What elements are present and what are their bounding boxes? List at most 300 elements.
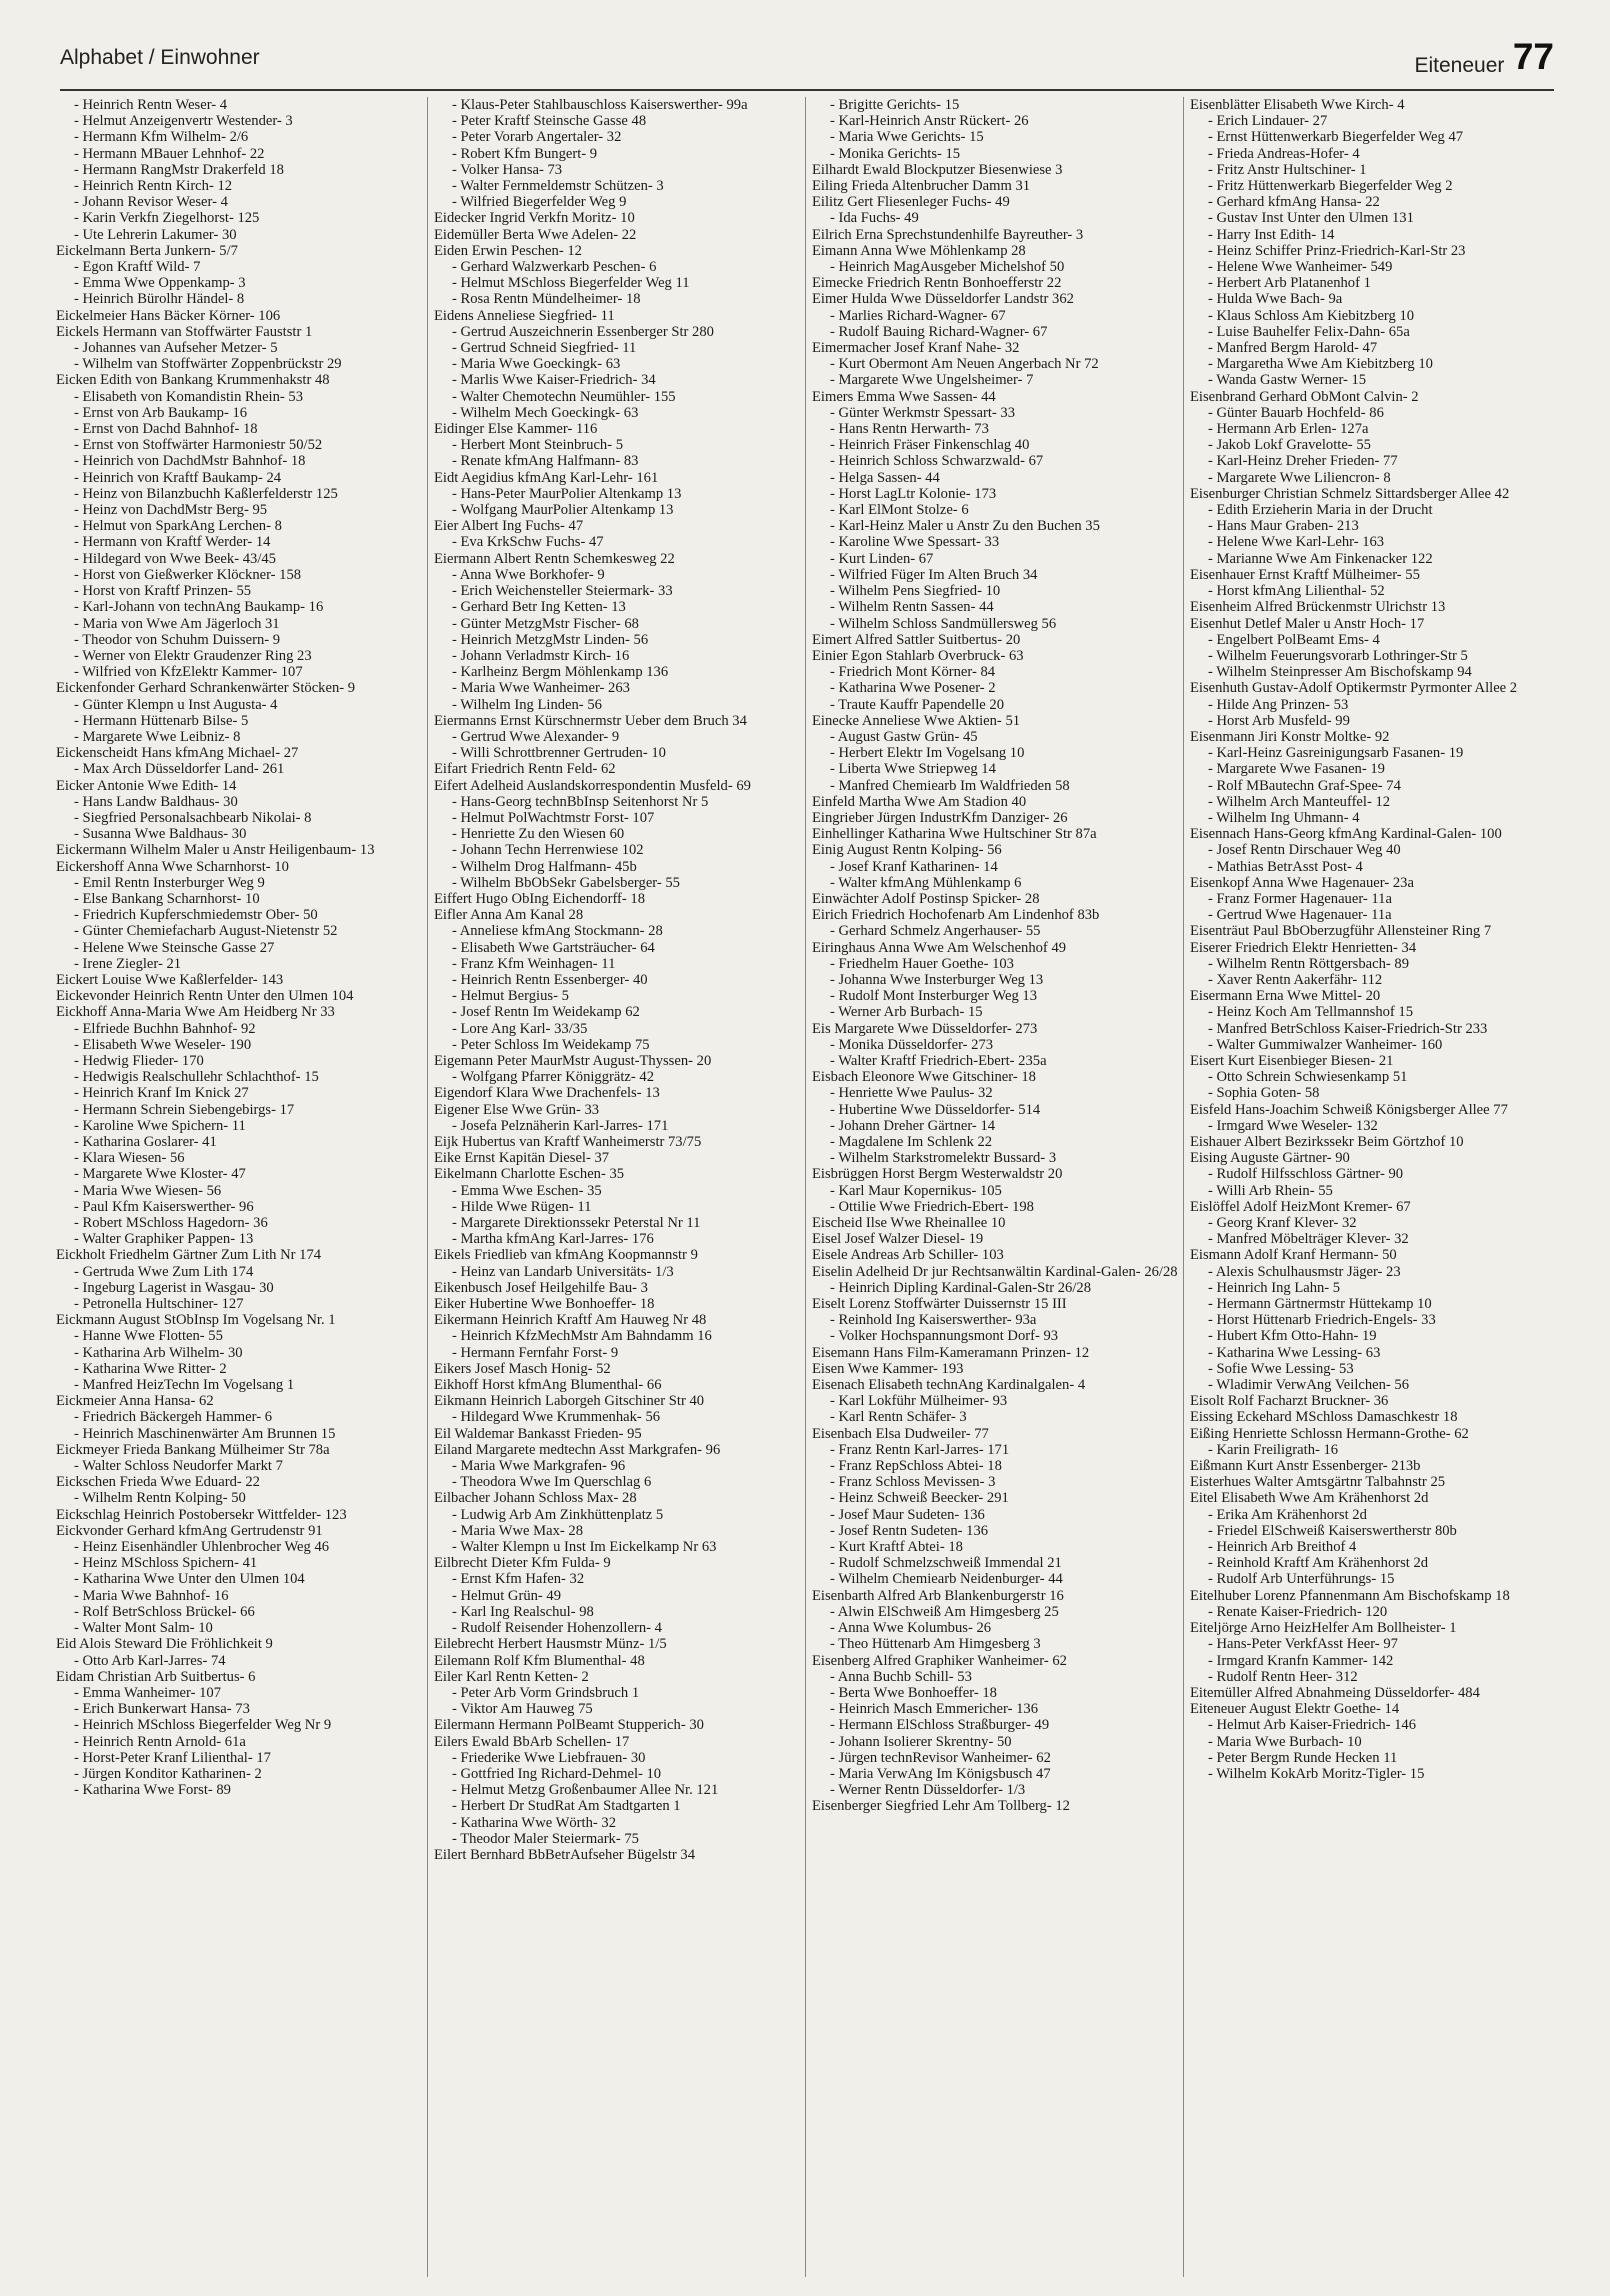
directory-subentry: - Josef Rentn Dirschauer Weg 40 xyxy=(1208,842,1401,859)
directory-subentry: - Emma Wwe Eschen- 35 xyxy=(452,1182,602,1199)
directory-entry: Eisbrüggen Horst Bergm Westerwaldstr 20 xyxy=(812,1166,1063,1183)
directory-subentry: - Ute Lehrerin Lakumer- 30 xyxy=(74,226,237,243)
directory-subentry: - Gustav Inst Unter den Ulmen 131 xyxy=(1208,210,1414,227)
directory-subentry: - Traute Kauffr Papendelle 20 xyxy=(830,696,1005,713)
directory-entry: Eickels Hermann van Stoffwärter Fauststr 1 xyxy=(56,323,313,340)
directory-subentry: - Günter Werkmstr Spessart- 33 xyxy=(830,404,1015,421)
directory-entry: Eimers Emma Wwe Sassen- 44 xyxy=(812,388,996,405)
directory-subentry: - Friedrich Kupferschmiedemstr Ober- 50 xyxy=(74,907,318,924)
directory-subentry: - Peter Vorarb Angertaler- 32 xyxy=(452,129,622,146)
directory-subentry: - Karoline Wwe Spichern- 11 xyxy=(74,1117,246,1134)
directory-subentry: - Hilde Wwe Rügen- 11 xyxy=(452,1198,592,1215)
directory-entry: Eikels Friedlieb van kfmAng Koopmannstr 9 xyxy=(434,1247,698,1264)
directory-subentry: - Günter Klempn u Inst Augusta- 4 xyxy=(74,696,278,713)
directory-subentry: - Helmut von SparkAng Lerchen- 8 xyxy=(74,518,282,535)
directory-subentry: - Ida Fuchs- 49 xyxy=(830,210,919,227)
directory-subentry: - Emma Wanheimer- 107 xyxy=(74,1684,221,1701)
directory-subentry: - Wilhelm Arch Manteuffel- 12 xyxy=(1208,793,1391,810)
directory-subentry: - Paul Kfm Kaiserswerther- 96 xyxy=(74,1198,254,1215)
directory-entry: Eiler Karl Rentn Ketten- 2 xyxy=(434,1668,589,1685)
directory-subentry: - Hans-Peter VerkfAsst Heer- 97 xyxy=(1208,1636,1398,1653)
directory-entry: Eidam Christian Arb Suitbertus- 6 xyxy=(56,1668,256,1685)
directory-entry: Einwächter Adolf Postinsp Spicker- 28 xyxy=(812,890,1040,907)
directory-subentry: - Ernst von Arb Baukamp- 16 xyxy=(74,404,248,421)
directory-entry: Eickevonder Heinrich Rentn Unter den Ulmen 104 xyxy=(56,988,354,1005)
directory-subentry: - Engelbert PolBeamt Ems- 4 xyxy=(1208,631,1380,648)
directory-subentry: - Heinz van Landarb Universitäts- 1/3 xyxy=(452,1263,674,1280)
directory-subentry: - Margarete Wwe Kloster- 47 xyxy=(74,1166,246,1183)
directory-subentry: - Helmut PolWachtmstr Forst- 107 xyxy=(452,809,655,826)
directory-subentry: - Karl-Heinz Gasreinigungsarb Fasanen- 19 xyxy=(1208,745,1464,762)
directory-subentry: - Rudolf Arb Unterführungs- 15 xyxy=(1208,1571,1395,1588)
directory-subentry: - Jakob Lokf Gravelotte- 55 xyxy=(1208,437,1371,454)
directory-subentry: - Heinrich von Kraftf Baukamp- 24 xyxy=(74,469,282,486)
directory-entry: Eisenberg Alfred Graphiker Wanheimer- 62 xyxy=(812,1652,1067,1669)
directory-subentry: - Klara Wiesen- 56 xyxy=(74,1150,185,1167)
directory-subentry: - Sophia Goten- 58 xyxy=(1208,1085,1320,1102)
directory-entry: Eickholt Friedhelm Gärtner Zum Lith Nr 174 xyxy=(56,1247,322,1264)
directory-column-2 xyxy=(434,97,800,2277)
directory-subentry: - Rolf BetrSchloss Brückel- 66 xyxy=(74,1603,255,1620)
directory-subentry: - Margarete Direktionssekr Peterstal Nr 11 xyxy=(452,1215,701,1232)
directory-subentry: - Anna Wwe Borkhofer- 9 xyxy=(452,566,605,583)
directory-entry: Eidinger Else Kammer- 116 xyxy=(434,421,598,438)
directory-subentry: - Hermann von Kraftf Werder- 14 xyxy=(74,534,271,551)
directory-subentry: - Maria Wwe Markgrafen- 96 xyxy=(452,1458,626,1475)
directory-entry: Eisele Andreas Arb Schiller- 103 xyxy=(812,1247,1004,1264)
directory-entry: Eicken Edith von Bankang Krummenhakstr 48 xyxy=(56,372,330,389)
directory-entry: Eiland Margarete medtechn Asst Markgrafen- 96 xyxy=(434,1441,721,1458)
directory-entry: Eisfeld Hans-Joachim Schweiß Königsberger Allee 77 xyxy=(1190,1101,1508,1118)
directory-subentry: - Heinrich Arb Breithof 4 xyxy=(1208,1539,1357,1556)
directory-subentry: - Herbert Elektr Im Vogelsang 10 xyxy=(830,745,1025,762)
directory-subentry: - Gottfried Ing Richard-Dehmel- 10 xyxy=(452,1765,662,1782)
directory-entry: Eisterhues Walter Amtsgärtnr Talbahnstr 25 xyxy=(1190,1474,1446,1491)
directory-subentry: - Friedel ElSchweiß Kaiserswertherstr 80b xyxy=(1208,1522,1457,1539)
directory-subentry: - Walter Chemotechn Neumühler- 155 xyxy=(452,388,676,405)
directory-subentry: - Theodor von Schuhm Duissern- 9 xyxy=(74,631,281,648)
directory-subentry: - Maria VerwAng Im Königsbusch 47 xyxy=(830,1765,1051,1782)
directory-subentry: - Maria Wwe Wanheimer- 263 xyxy=(452,680,630,697)
directory-entry: Eisert Kurt Eisenbieger Biesen- 21 xyxy=(1190,1052,1394,1069)
directory-subentry: - Marianne Wwe Am Finkenacker 122 xyxy=(1208,550,1433,567)
directory-entry: Eising Auguste Gärtner- 90 xyxy=(1190,1150,1350,1167)
directory-subentry: - Hermann Schrein Siebengebirgs- 17 xyxy=(74,1101,295,1118)
directory-subentry: - Susanna Wwe Baldhaus- 30 xyxy=(74,826,247,843)
directory-subentry: - Johann Revisor Weser- 4 xyxy=(74,194,228,211)
directory-subentry: - Maria Wwe Burbach- 10 xyxy=(1208,1733,1362,1750)
directory-subentry: - Hermann Arb Erlen- 127a xyxy=(1208,421,1369,438)
directory-subentry: - Josef Rentn Im Weidekamp 62 xyxy=(452,1004,640,1021)
directory-subentry: - Frieda Andreas-Hofer- 4 xyxy=(1208,145,1360,162)
directory-subentry: - Willi Schrottbrenner Gertruden- 10 xyxy=(452,745,666,762)
directory-subentry: - Wanda Gastw Werner- 15 xyxy=(1208,372,1367,389)
directory-entry: Eilbrecht Dieter Kfm Fulda- 9 xyxy=(434,1555,611,1572)
directory-entry: Eiling Frieda Altenbrucher Damm 31 xyxy=(812,178,1031,195)
directory-subentry: - Wilhelm Starkstromelektr Bussard- 3 xyxy=(830,1150,1057,1167)
directory-entry: Eisenhuth Gustav-Adolf Optikermstr Pyrmonter Allee 2 xyxy=(1190,680,1518,697)
directory-subentry: - Günter Chemiefacharb August-Nietenstr 52 xyxy=(74,923,338,940)
directory-entry: Eingrieber Jürgen IndustrKfm Danziger- 26 xyxy=(812,809,1068,826)
directory-subentry: - Heinz Schweiß Beecker- 291 xyxy=(830,1490,1009,1507)
directory-subentry: - Hans Rentn Herwarth- 73 xyxy=(830,421,989,438)
directory-subentry: - Gertrud Wwe Hagenauer- 11a xyxy=(1208,907,1392,924)
directory-entry: Eiker Hubertine Wwe Bonhoeffer- 18 xyxy=(434,1296,655,1313)
directory-subentry: - Kurt Kraftf Abtei- 18 xyxy=(830,1539,963,1556)
directory-entry: Eisenblätter Elisabeth Wwe Kirch- 4 xyxy=(1190,97,1405,113)
directory-entry: Eilhardt Ewald Blockputzer Biesenwiese 3 xyxy=(812,161,1063,178)
directory-subentry: - Rudolf Mont Insterburger Weg 13 xyxy=(830,988,1038,1005)
directory-subentry: - Sofie Wwe Lessing- 53 xyxy=(1208,1360,1354,1377)
section-title: Alphabet / Einwohner xyxy=(60,46,260,69)
directory-entry: Eisenbarth Alfred Arb Blankenburgerstr 16 xyxy=(812,1587,1064,1604)
directory-subentry: - Johann Dreher Gärtner- 14 xyxy=(830,1117,996,1134)
directory-subentry: - Heinz Schiffer Prinz-Friedrich-Karl-Str 23 xyxy=(1208,242,1466,259)
directory-subentry: - Irmgard Kranfn Kammer- 142 xyxy=(1208,1652,1394,1669)
directory-subentry: - Petronella Hultschiner- 127 xyxy=(74,1296,244,1313)
directory-entry: Eisel Josef Walzer Diesel- 19 xyxy=(812,1231,984,1248)
directory-subentry: - Viktor Am Hauweg 75 xyxy=(452,1701,593,1718)
directory-subentry: - Helmut Arb Kaiser-Friedrich- 146 xyxy=(1208,1717,1417,1734)
directory-entry: Eickmeyer Frieda Bankang Mülheimer Str 78a xyxy=(56,1441,330,1458)
directory-subentry: - Helmut Metzg Großenbaumer Allee Nr. 121 xyxy=(452,1782,719,1799)
directory-subentry: - Ernst Hüttenwerkarb Biegerfelder Weg 47 xyxy=(1208,129,1464,146)
directory-subentry: - Franz Kfm Weinhagen- 11 xyxy=(452,955,616,972)
directory-subentry: - Eva KrkSchw Fuchs- 47 xyxy=(452,534,604,551)
directory-entry: Eitelhuber Lorenz Pfannenmann Am Bischofskamp 18 xyxy=(1190,1587,1510,1604)
directory-subentry: - Reinhold Ing Kaiserswerther- 93a xyxy=(830,1312,1037,1329)
directory-subentry: - Monika Gerichts- 15 xyxy=(830,145,961,162)
directory-subentry: - Hubert Kfm Otto-Hahn- 19 xyxy=(1208,1328,1377,1345)
directory-subentry: - Robert MSchloss Hagedorn- 36 xyxy=(74,1215,268,1232)
directory-subentry: - Wilhelm Rentn Sassen- 44 xyxy=(830,599,994,616)
directory-entry: Eikhoff Horst kfmAng Blumenthal- 66 xyxy=(434,1377,662,1394)
directory-subentry: - Reinhold Kraftf Am Krähenhorst 2d xyxy=(1208,1555,1429,1572)
directory-entry: Eid Alois Steward Die Fröhlichkeit 9 xyxy=(56,1636,273,1653)
directory-subentry: - Horst-Peter Kranf Lilienthal- 17 xyxy=(74,1749,271,1766)
directory-subentry: - Margarete Wwe Liliencron- 8 xyxy=(1208,469,1391,486)
directory-subentry: - Helmut MSchloss Biegerfelder Weg 11 xyxy=(452,275,690,292)
directory-entry: Eicker Antonie Wwe Edith- 14 xyxy=(56,777,237,794)
directory-subentry: - Theo Hüttenarb Am Himgesberg 3 xyxy=(830,1636,1041,1653)
directory-subentry: - Manfred Chemiearb Im Waldfrieden 58 xyxy=(830,777,1070,794)
directory-entry: Eikmann Heinrich Laborgeh Gitschiner Str 40 xyxy=(434,1393,705,1410)
directory-subentry: - Werner von Elektr Graudenzer Ring 23 xyxy=(74,647,312,664)
directory-subentry: - Manfred Bergm Harold- 47 xyxy=(1208,340,1378,357)
directory-subentry: - Maria Wwe Gerichts- 15 xyxy=(830,129,984,146)
directory-subentry: - Margarete Wwe Ungelsheimer- 7 xyxy=(830,372,1034,389)
directory-subentry: - Wilfried Biegerfelder Weg 9 xyxy=(452,194,627,211)
directory-subentry: - Helga Sassen- 44 xyxy=(830,469,940,486)
directory-entry: Eisenheim Alfred Brückenmstr Ulrichstr 13 xyxy=(1190,599,1446,616)
directory-subentry: - Karin Verkfn Ziegelhorst- 125 xyxy=(74,210,260,227)
directory-entry: Eisemann Hans Film-Kameramann Prinzen- 12 xyxy=(812,1344,1090,1361)
directory-entry: Einhellinger Katharina Wwe Hultschiner Str 87a xyxy=(812,826,1097,843)
directory-entry: Eikermann Heinrich Kraftf Am Hauweg Nr 48 xyxy=(434,1312,707,1329)
directory-subentry: - Wilfried von KfzElektr Kammer- 107 xyxy=(74,664,303,681)
directory-subentry: - Franz Schloss Mevissen- 3 xyxy=(830,1474,996,1491)
directory-entry: Eilemann Rolf Kfm Blumenthal- 48 xyxy=(434,1652,645,1669)
directory-entry: Eisbach Eleonore Wwe Gitschiner- 18 xyxy=(812,1069,1036,1086)
directory-entry: Eiringhaus Anna Wwe Am Welschenhof 49 xyxy=(812,939,1067,956)
directory-entry: Eikenbusch Josef Heilgehilfe Bau- 3 xyxy=(434,1279,648,1296)
directory-subentry: - Rudolf Hilfsschloss Gärtner- 90 xyxy=(1208,1166,1404,1183)
directory-entry: Eiteljörge Arno HeizHelfer Am Bollheister- 1 xyxy=(1190,1620,1457,1637)
directory-subentry: - Josef Maur Sudeten- 136 xyxy=(830,1506,985,1523)
directory-subentry: - Wilhelm Drog Halfmann- 45b xyxy=(452,858,637,875)
directory-subentry: - Edith Erzieherin Maria in der Drucht xyxy=(1208,502,1433,519)
directory-subentry: - Katharina Wwe Ritter- 2 xyxy=(74,1360,227,1377)
directory-subentry: - Maria Wwe Bahnhof- 16 xyxy=(74,1587,229,1604)
directory-entry: Eislöffel Adolf HeizMont Kremer- 67 xyxy=(1190,1198,1411,1215)
directory-subentry: - Hermann Fernfahr Forst- 9 xyxy=(452,1344,619,1361)
directory-entry: Eickenscheidt Hans kfmAng Michael- 27 xyxy=(56,745,299,762)
directory-subentry: - Ludwig Arb Am Zinkhüttenplatz 5 xyxy=(452,1506,664,1523)
directory-subentry: - Theodora Wwe Im Querschlag 6 xyxy=(452,1474,652,1491)
directory-subentry: - Hermann ElSchloss Straßburger- 49 xyxy=(830,1717,1050,1734)
directory-subentry: - Heinrich Rentn Weser- 4 xyxy=(74,97,228,113)
directory-subentry: - Hilde Ang Prinzen- 53 xyxy=(1208,696,1349,713)
directory-subentry: - Wilhelm Ing Uhmann- 4 xyxy=(1208,809,1360,826)
directory-subentry: - Heinrich Dipling Kardinal-Galen-Str 26/28 xyxy=(830,1279,1091,1296)
directory-subentry: - Heinz Koch Am Tellmannshof 15 xyxy=(1208,1004,1414,1021)
directory-subentry: - Rudolf Rentn Heer- 312 xyxy=(1208,1668,1358,1685)
directory-entry: Eisennach Hans-Georg kfmAng Kardinal-Galen- 100 xyxy=(1190,826,1502,843)
directory-entry: Eigemann Peter MaurMstr August-Thyssen- 20 xyxy=(434,1052,712,1069)
directory-subentry: - Wilhelm Pens Siegfried- 10 xyxy=(830,583,1001,600)
directory-subentry: - Egon Kraftf Wild- 7 xyxy=(74,259,201,276)
directory-subentry: - Walter Mont Salm- 10 xyxy=(74,1620,213,1637)
directory-subentry: - Gerhard Walzwerkarb Peschen- 6 xyxy=(452,259,657,276)
directory-subentry: - Karl ElMont Stolze- 6 xyxy=(830,502,969,519)
directory-subentry: - Hermann MBauer Lehnhof- 22 xyxy=(74,145,265,162)
directory-subentry: - Wilhelm KokArb Moritz-Tigler- 15 xyxy=(1208,1765,1425,1782)
directory-subentry: - Anneliese kfmAng Stockmann- 28 xyxy=(452,923,663,940)
directory-subentry: - Gertrud Auszeichnerin Essenberger Str 280 xyxy=(452,323,714,340)
directory-entry: Eisenhut Detlef Maler u Anstr Hoch- 17 xyxy=(1190,615,1425,632)
directory-subentry: - Heinrich Maschinenwärter Am Brunnen 15 xyxy=(74,1425,336,1442)
directory-entry: Eisenkopf Anna Wwe Hagenauer- 23a xyxy=(1190,874,1414,891)
directory-subentry: - Wilhelm Feuerungsvorarb Lothringer-Str 5 xyxy=(1208,647,1468,664)
directory-subentry: - Renate Kaiser-Friedrich- 120 xyxy=(1208,1603,1388,1620)
directory-subentry: - Georg Kranf Klever- 32 xyxy=(1208,1215,1357,1232)
directory-subentry: - Berta Wwe Bonhoeffer- 18 xyxy=(830,1684,997,1701)
directory-subentry: - Karl-Heinrich Anstr Rückert- 26 xyxy=(830,113,1029,130)
directory-entry: Einig August Rentn Kolping- 56 xyxy=(812,842,1002,859)
directory-subentry: - Marlis Wwe Kaiser-Friedrich- 34 xyxy=(452,372,656,389)
directory-subentry: - Günter Bauarb Hochfeld- 86 xyxy=(1208,404,1384,421)
directory-subentry: - Helene Wwe Steinsche Gasse 27 xyxy=(74,939,275,956)
directory-subentry: - Walter Graphiker Pappen- 13 xyxy=(74,1231,254,1248)
directory-subentry: - Walter Kraftf Friedrich-Ebert- 235a xyxy=(830,1052,1047,1069)
directory-subentry: - Ernst Kfm Hafen- 32 xyxy=(452,1571,585,1588)
directory-entry: Eitel Elisabeth Wwe Am Krähenhorst 2d xyxy=(1190,1490,1429,1507)
directory-entry: Eifert Adelheid Auslandskorrespondentin Musfeld- 69 xyxy=(434,777,751,794)
directory-entry: Eiermanns Ernst Kürschnermstr Ueber dem Bruch 34 xyxy=(434,712,747,729)
directory-entry: Eickelmann Berta Junkern- 5/7 xyxy=(56,242,238,259)
page-number: 77 xyxy=(1512,36,1554,77)
directory-subentry: - Margarete Wwe Leibniz- 8 xyxy=(74,728,241,745)
directory-entry: Eiteneuer August Elektr Goethe- 14 xyxy=(1190,1701,1400,1718)
directory-subentry: - Harry Inst Edith- 14 xyxy=(1208,226,1335,243)
directory-subentry: - Hanne Wwe Flotten- 55 xyxy=(74,1328,223,1345)
directory-subentry: - Rolf MBautechn Graf-Spee- 74 xyxy=(1208,777,1401,794)
directory-entry: Eier Albert Ing Fuchs- 47 xyxy=(434,518,584,535)
directory-entry: Eischeid Ilse Wwe Rheinallee 10 xyxy=(812,1215,1006,1232)
directory-subentry: - Klaus Schloss Am Kiebitzberg 10 xyxy=(1208,307,1415,324)
directory-subentry: - Marlies Richard-Wagner- 67 xyxy=(830,307,1006,324)
directory-entry: Eimermacher Josef Kranf Nahe- 32 xyxy=(812,340,1020,357)
directory-entry: Eikelmann Charlotte Eschen- 35 xyxy=(434,1166,625,1183)
directory-subentry: - Maria von Wwe Am Jägerloch 31 xyxy=(74,615,280,632)
directory-entry: Eitemüller Alfred Abnahmeing Düsseldorfer- 484 xyxy=(1190,1684,1480,1701)
directory-subentry: - Hans-Georg technBbInsp Seitenhorst Nr 5 xyxy=(452,793,709,810)
directory-subentry: - Wolfgang MaurPolier Altenkamp 13 xyxy=(452,502,674,519)
directory-subentry: - Walter Klempn u Inst Im Eickelkamp Nr 63 xyxy=(452,1539,717,1556)
directory-entry: Eismann Adolf Kranf Hermann- 50 xyxy=(1190,1247,1397,1264)
directory-subentry: - Heinrich MSchloss Biegerfelder Weg Nr 9 xyxy=(74,1717,332,1734)
directory-subentry: - Luise Bauhelfer Felix-Dahn- 65a xyxy=(1208,323,1410,340)
directory-subentry: - Heinrich Rentn Arnold- 61a xyxy=(74,1733,246,1750)
directory-subentry: - Irmgard Wwe Weseler- 132 xyxy=(1208,1117,1378,1134)
directory-subentry: - Heinrich Rentn Kirch- 12 xyxy=(74,178,233,195)
directory-subentry: - Karl-Johann von technAng Baukamp- 16 xyxy=(74,599,324,616)
directory-subentry: - Liberta Wwe Striepweg 14 xyxy=(830,761,996,778)
directory-subentry: - Hedwig Flieder- 170 xyxy=(74,1052,204,1069)
directory-columns xyxy=(56,97,1556,2277)
directory-subentry: - Karl-Heinz Maler u Anstr Zu den Buchen 35 xyxy=(830,518,1100,535)
directory-subentry: - Hermann Gärtnermstr Hüttekamp 10 xyxy=(1208,1296,1432,1313)
directory-subentry: - Brigitte Gerichts- 15 xyxy=(830,97,960,113)
directory-entry: Eickert Louise Wwe Kaßlerfelder- 143 xyxy=(56,971,284,988)
directory-subentry: - Wilhelm Steinpresser Am Bischofskamp 94 xyxy=(1208,664,1472,681)
directory-subentry: - Helmut Bergius- 5 xyxy=(452,988,569,1005)
directory-subentry: - Helmut Anzeigenvertr Westender- 3 xyxy=(74,113,293,130)
directory-subentry: - Gerhard Schmelz Angerhauser- 55 xyxy=(830,923,1041,940)
directory-subentry: - Josef Rentn Sudeten- 136 xyxy=(830,1522,989,1539)
directory-entry: Eisen Wwe Kammer- 193 xyxy=(812,1360,964,1377)
directory-subentry: - Willi Arb Rhein- 55 xyxy=(1208,1182,1333,1199)
directory-subentry: - Horst von Gießwerker Klöckner- 158 xyxy=(74,566,302,583)
directory-subentry: - Wilhelm Mech Goeckingk- 63 xyxy=(452,404,639,421)
directory-subentry: - Ottilie Wwe Friedrich-Ebert- 198 xyxy=(830,1198,1034,1215)
directory-entry: Eilbacher Johann Schloss Max- 28 xyxy=(434,1490,637,1507)
directory-subentry: - Volker Hansa- 73 xyxy=(452,161,563,178)
directory-subentry: - Katharina Wwe Posener- 2 xyxy=(830,680,996,697)
directory-subentry: - Heinrich von DachdMstr Bahnhof- 18 xyxy=(74,453,306,470)
directory-subentry: - Martha kfmAng Karl-Jarres- 176 xyxy=(452,1231,654,1248)
page-header xyxy=(60,36,1554,86)
directory-subentry: - Renate kfmAng Halfmann- 83 xyxy=(452,453,639,470)
directory-entry: Eickenfonder Gerhard Schrankenwärter Stöcken- 9 xyxy=(56,680,356,697)
directory-subentry: - Franz Rentn Karl-Jarres- 171 xyxy=(830,1441,1010,1458)
directory-subentry: - Peter Kraftf Steinsche Gasse 48 xyxy=(452,113,647,130)
directory-subentry: - Johanna Wwe Insterburger Weg 13 xyxy=(830,971,1044,988)
directory-subentry: - Katharina Wwe Wörth- 32 xyxy=(452,1814,616,1831)
directory-entry: Einier Egon Stahlarb Overbruck- 63 xyxy=(812,647,1024,664)
directory-subentry: - Margaretha Wwe Am Kiebitzberg 10 xyxy=(1208,356,1433,373)
directory-subentry: - Fritz Hüttenwerkarb Biegerfelder Weg 2 xyxy=(1208,178,1453,195)
directory-subentry: - Volker Hochspannungsmont Dorf- 93 xyxy=(830,1328,1059,1345)
directory-subentry: - August Gastw Grün- 45 xyxy=(830,728,978,745)
directory-entry: Eimert Alfred Sattler Suitbertus- 20 xyxy=(812,631,1021,648)
directory-entry: Einecke Anneliese Wwe Aktien- 51 xyxy=(812,712,1021,729)
directory-entry: Eilermann Hermann PolBeamt Stupperich- 30 xyxy=(434,1717,704,1734)
directory-subentry: - Helmut Grün- 49 xyxy=(452,1587,562,1604)
directory-subentry: - Manfred Möbelträger Klever- 32 xyxy=(1208,1231,1409,1248)
directory-subentry: - Gertrud Wwe Alexander- 9 xyxy=(452,728,620,745)
directory-subentry: - Heinrich KfzMechMstr Am Bahndamm 16 xyxy=(452,1328,712,1345)
directory-subentry: - Anna Wwe Kolumbus- 26 xyxy=(830,1620,992,1637)
directory-entry: Eiermann Albert Rentn Schemkesweg 22 xyxy=(434,550,675,567)
directory-subentry: - Robert Kfm Bungert- 9 xyxy=(452,145,598,162)
directory-entry: Eickvonder Gerhard kfmAng Gertrudenstr 91 xyxy=(56,1522,323,1539)
directory-subentry: - Wladimir VerwAng Veilchen- 56 xyxy=(1208,1377,1410,1394)
directory-subentry: - Gertrud Schneid Siegfried- 11 xyxy=(452,340,637,357)
directory-subentry: - Hubertine Wwe Düsseldorfer- 514 xyxy=(830,1101,1041,1118)
running-head xyxy=(1414,36,1554,78)
directory-subentry: - Walter kfmAng Mühlenkamp 6 xyxy=(830,874,1022,891)
directory-subentry: - Heinrich MetzgMstr Linden- 56 xyxy=(452,631,649,648)
directory-entry: Eisenach Elisabeth technAng Kardinalgalen- 4 xyxy=(812,1377,1086,1394)
directory-entry: Einfeld Martha Wwe Am Stadion 40 xyxy=(812,793,1027,810)
directory-entry: Eis Margarete Wwe Düsseldorfer- 273 xyxy=(812,1020,1038,1037)
header-rule xyxy=(60,89,1554,91)
directory-subentry: - Hans Landw Baldhaus- 30 xyxy=(74,793,238,810)
directory-subentry: - Heinrich Ing Lahn- 5 xyxy=(1208,1279,1341,1296)
directory-entry: Eiserer Friedrich Elektr Henrietten- 34 xyxy=(1190,939,1417,956)
directory-subentry: - Walter Gummiwalzer Wanheimer- 160 xyxy=(1208,1036,1443,1053)
directory-subentry: - Wilhelm Rentn Röttgersbach- 89 xyxy=(1208,955,1409,972)
directory-subentry: - Kurt Obermont Am Neuen Angerbach Nr 72 xyxy=(830,356,1099,373)
directory-entry: Eickermann Wilhelm Maler u Anstr Heiligenbaum- 13 xyxy=(56,842,375,859)
directory-subentry: - Gerhard Betr Ing Ketten- 13 xyxy=(452,599,626,616)
directory-subentry: - Johannes van Aufseher Metzer- 5 xyxy=(74,340,278,357)
directory-subentry: - Heinrich Kranf Im Knick 27 xyxy=(74,1085,249,1102)
directory-entry: Eimecke Friedrich Rentn Bonhoefferstr 22 xyxy=(812,275,1062,292)
directory-subentry: - Otto Schrein Schwiesenkamp 51 xyxy=(1208,1069,1408,1086)
directory-subentry: - Hulda Wwe Bach- 9a xyxy=(1208,291,1343,308)
directory-subentry: - Horst von Kraftf Prinzen- 55 xyxy=(74,583,252,600)
directory-entry: Eisolt Rolf Facharzt Bruckner- 36 xyxy=(1190,1393,1389,1410)
directory-subentry: - Rudolf Bauing Richard-Wagner- 67 xyxy=(830,323,1048,340)
directory-subentry: - Alwin ElSchweiß Am Himgesberg 25 xyxy=(830,1603,1059,1620)
directory-entry: Eißmann Kurt Anstr Essenberger- 213b xyxy=(1190,1458,1421,1475)
directory-subentry: - Ingeburg Lagerist in Wasgau- 30 xyxy=(74,1279,274,1296)
directory-subentry: - Josef Kranf Katharinen- 14 xyxy=(830,858,998,875)
directory-subentry: - Josefa Pelznäherin Karl-Jarres- 171 xyxy=(452,1117,669,1134)
directory-entry: Eickschen Frieda Wwe Eduard- 22 xyxy=(56,1474,260,1491)
directory-subentry: - Margarete Wwe Fasanen- 19 xyxy=(1208,761,1385,778)
directory-subentry: - Werner Arb Burbach- 15 xyxy=(830,1004,983,1021)
directory-entry: Eisenbach Elsa Dudweiler- 77 xyxy=(812,1425,989,1442)
directory-subentry: - Kurt Linden- 67 xyxy=(830,550,934,567)
directory-subentry: - Erich Lindauer- 27 xyxy=(1208,113,1328,130)
directory-subentry: - Karl Maur Kopernikus- 105 xyxy=(830,1182,1002,1199)
directory-subentry: - Heinrich Bürolhr Händel- 8 xyxy=(74,291,245,308)
directory-subentry: - Karl Rentn Schäfer- 3 xyxy=(830,1409,967,1426)
directory-entry: Eidt Aegidius kfmAng Karl-Lehr- 161 xyxy=(434,469,659,486)
directory-subentry: - Katharina Wwe Lessing- 63 xyxy=(1208,1344,1381,1361)
directory-subentry: - Hans Maur Graben- 213 xyxy=(1208,518,1359,535)
directory-subentry: - Siegfried Personalsachbearb Nikolai- 8 xyxy=(74,809,312,826)
directory-entry: Eiselin Adelheid Dr jur Rechtsanwältin Kardinal-Galen- 26/28 xyxy=(812,1263,1178,1280)
directory-subentry: - Walter Schloss Neudorfer Markt 7 xyxy=(74,1458,283,1475)
directory-subentry: - Johann Isolierer Skrentny- 50 xyxy=(830,1733,1012,1750)
directory-subentry: - Hermann Hüttenarb Bilse- 5 xyxy=(74,712,249,729)
directory-subentry: - Otto Arb Karl-Jarres- 74 xyxy=(74,1652,226,1669)
directory-subentry: - Franz Former Hagenauer- 11a xyxy=(1208,890,1392,907)
